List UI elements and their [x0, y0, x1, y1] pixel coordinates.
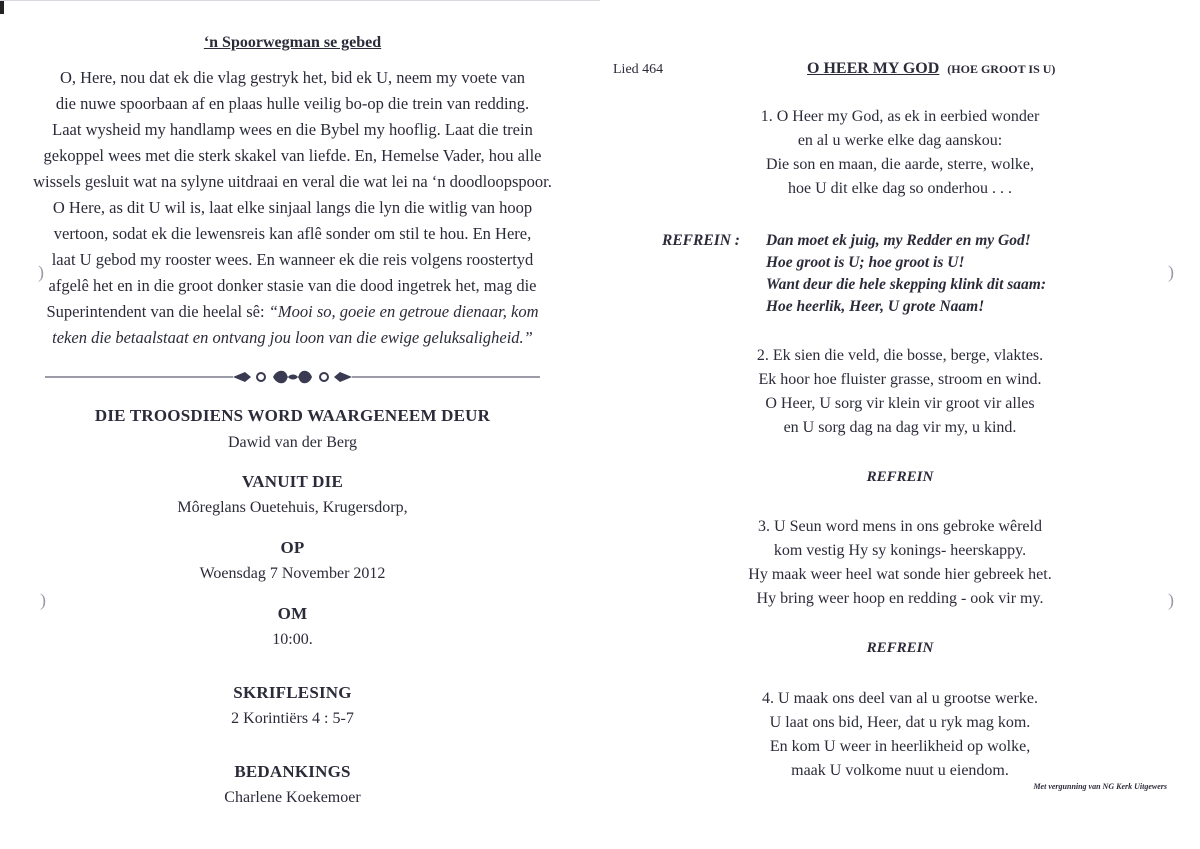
verse-1-line: hoe U dit elke dag so onderhou . . .	[788, 180, 1012, 197]
refrain-line: Hoe groot is U; hoe groot is U!	[766, 254, 965, 271]
prayer-title: ‘n Spoorwegman se gebed	[203, 34, 382, 51]
permission-credit: Met vergunning van NG Kerk Uitgewers	[1033, 782, 1167, 791]
verse-1-line: en al u werke elke dag aanskou:	[797, 132, 1003, 149]
service-time: 10:00.	[272, 631, 313, 648]
punch-mark: )	[1168, 262, 1174, 282]
punch-mark: )	[40, 590, 46, 610]
verse-4-line: maak U volkome nuut u eiendom.	[791, 762, 1009, 779]
prayer-line: O, Here, nou dat ek die vlag gestryk het, bid ek U, neem my voete van	[59, 68, 526, 87]
hymn-number: Lied 464	[613, 62, 664, 77]
officiant-name: Dawid van der Berg	[228, 434, 357, 451]
punch-mark: )	[1168, 590, 1174, 610]
prayer-line: die nuwe spoorbaan af en plaas hulle veilig bo-op die trein van redding.	[55, 94, 530, 113]
verse-4-line: U laat ons bid, Heer, dat u ryk mag kom.	[769, 714, 1031, 731]
hymn-title: O HEER MY GOD	[807, 60, 940, 77]
refrain-line: Hoe heerlik, Heer, U grote Naam!	[766, 298, 985, 315]
prayer-line-with-quote	[10, 302, 575, 322]
prayer-quote: “Mooi so, goeie en getroue dienaar, kom	[268, 302, 539, 321]
verse-1-line: 1. O Heer my God, as ek in eerbied wonder	[760, 108, 1040, 125]
verse-3-line: 3. U Seun word mens in ons gebroke wêreld	[758, 518, 1042, 535]
hymn-subtitle: (HOE GROOT IS U)	[947, 62, 1056, 76]
ornamental-divider	[45, 367, 540, 387]
prayer-line-text: Superintendent van die heelal sê:	[46, 302, 269, 321]
refrain-line: Dan moet ek juig, my Redder en my God!	[766, 232, 1031, 249]
prayer-line: vertoon, sodat ek die lewensreis kan aflê sonder om stil te hou. En Here,	[53, 224, 532, 243]
prayer-line: afgelê het en in die groot donker stasie van die dood ingetrek het, mag die	[48, 276, 537, 295]
prayer-line: laat U gebod my rooster wees. En wanneer ek die reis volgens roostertyd	[51, 250, 534, 269]
reading-heading: SKRIFLESING	[233, 683, 352, 702]
refrain-line: Want deur die hele skepping klink dit saam:	[766, 276, 1047, 293]
time-heading: OM	[277, 604, 308, 623]
verse-4-line: 4. U maak ons deel van al u grootse werke.	[762, 690, 1038, 707]
thanks-name: Charlene Koekemoer	[224, 789, 361, 806]
refrain-label: REFREIN :	[662, 232, 740, 249]
verse-2-line: O Heer, U sorg vir klein vir groot vir alles	[765, 395, 1035, 412]
verse-3-line: Hy maak weer heel wat sonde hier gebreek het.	[748, 566, 1052, 583]
date-heading: OP	[280, 538, 305, 557]
prayer-line: wissels gesluit wat na sylyne uitdraai en veral die wat lei na ‘n doodloopspoor.	[33, 172, 552, 191]
refrain-marker: REFREIN	[866, 469, 934, 485]
prayer-line: gekoppel wees met die sterk skakel van liefde. En, Hemelse Vader, hou alle	[43, 146, 542, 165]
verse-2-line: en U sorg dag na dag vir my, u kind.	[783, 419, 1017, 436]
verse-1-line: Die son en maan, die aarde, sterre, wolke,	[766, 156, 1034, 173]
service-heading: DIE TROOSDIENS WORD WAARGENEEM DEUR	[94, 406, 491, 425]
refrain-marker: REFREIN	[866, 640, 934, 656]
verse-3-line: Hy bring weer hoop en redding - ook vir my.	[756, 590, 1044, 607]
verse-4-line: En kom U weer in heerlikheid op wolke,	[769, 738, 1031, 755]
verse-2-line: Ek hoor hoe fluister grasse, stroom en wind.	[758, 371, 1042, 388]
venue-heading: VANUIT DIE	[241, 472, 344, 491]
hymn-title-row	[807, 60, 1055, 78]
left-page	[0, 0, 585, 849]
thanks-heading: BEDANKINGS	[234, 762, 351, 781]
verse-3-line: kom vestig Hy sy konings- heerskappy.	[773, 542, 1027, 559]
scripture-reading: 2 Korintiërs 4 : 5-7	[231, 710, 354, 727]
prayer-line: teken die betaalstaat en ontvang jou loon van die ewige geluksaligheid.”	[52, 328, 533, 347]
venue-name: Môreglans Ouetehuis, Krugersdorp,	[177, 499, 408, 516]
service-date: Woensdag 7 November 2012	[199, 565, 386, 582]
right-page	[600, 0, 1200, 849]
prayer-line: Laat wysheid my handlamp wees en die Bybel my hooflig. Laat die trein	[52, 120, 533, 139]
prayer-line: O Here, as dit U wil is, laat elke sinjaal langs die lyn die witlig van hoop	[52, 198, 533, 217]
punch-mark: )	[38, 262, 44, 282]
verse-2-line: 2. Ek sien die veld, die bosse, berge, vlaktes.	[756, 347, 1044, 364]
